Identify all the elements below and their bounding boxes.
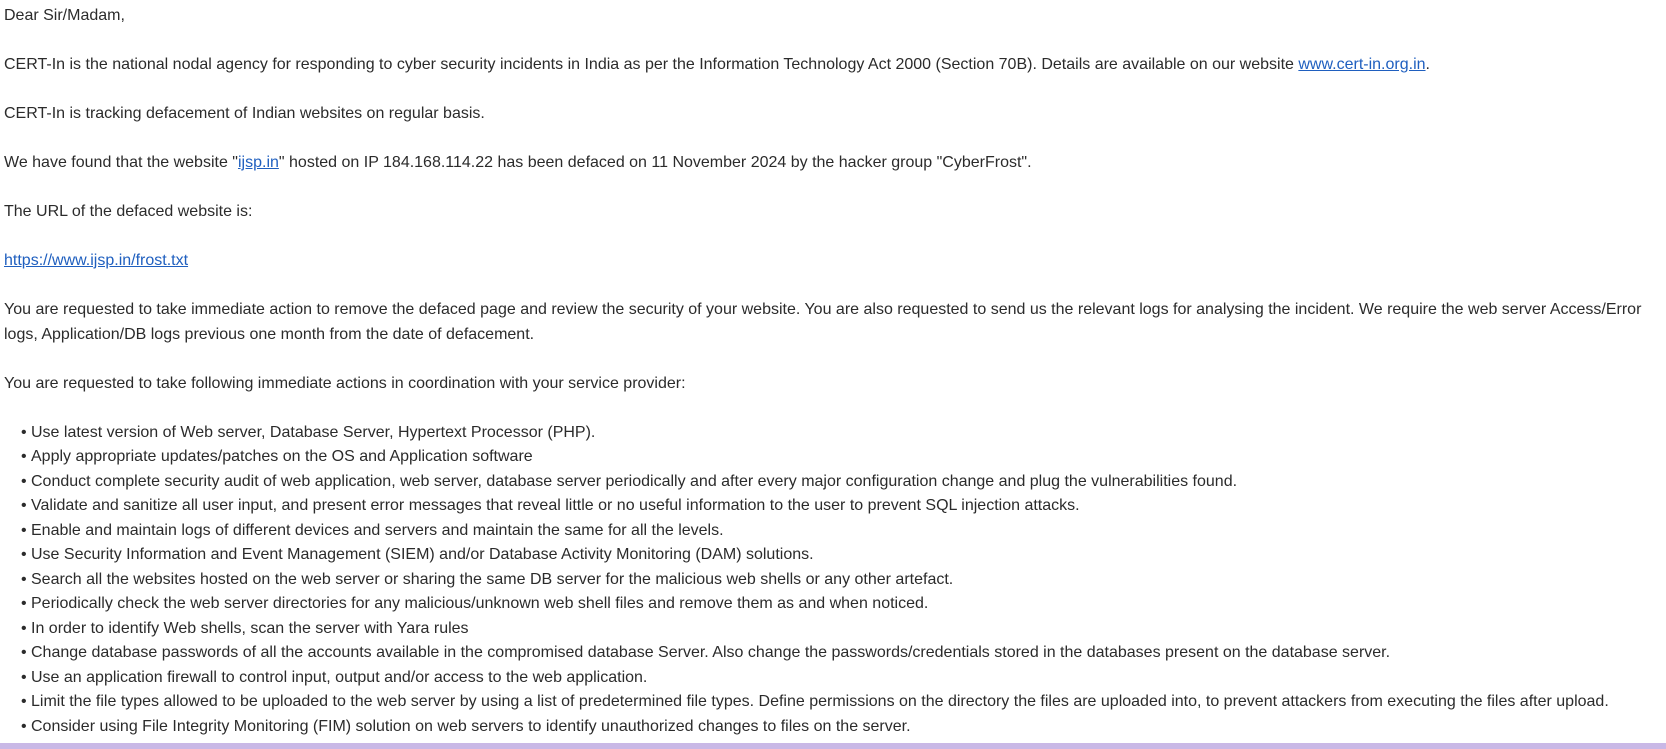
bullet-icon: •: [21, 570, 27, 588]
list-item: [21, 421, 1664, 446]
bullet-icon: •: [21, 619, 27, 637]
list-item: [21, 494, 1664, 519]
tracking-paragraph: CERT-In is tracking defacement of Indian websites on regular basis.: [4, 105, 485, 122]
list-item-text: Periodically check the web server directories for any malicious/unknown web shell files and remove them as and when noticed.: [31, 595, 929, 612]
list-item-text: Conduct complete security audit of web application, web server, database server periodically and after every major configuration change and plug the vulnerabilities found.: [31, 472, 1238, 490]
list-item: [21, 470, 1664, 495]
intro-text: CERT-In is the national nodal agency for responding to cyber security incidents in India as per the Information Technology Act 2000 (Section 70B). Details are available on our website: [4, 56, 1299, 73]
spacer: [4, 127, 1664, 152]
list-item: [21, 690, 1664, 715]
finding-paragraph: [4, 151, 1664, 176]
defaced-url-paragraph: [4, 249, 1664, 274]
bottom-accent-bar: [0, 743, 1666, 749]
url-label: The URL of the defaced website is:: [4, 203, 253, 220]
spacer: [4, 176, 1664, 201]
spacer: [4, 347, 1664, 372]
email-body: [4, 4, 1664, 739]
intro-suffix: .: [1425, 56, 1430, 73]
bullet-icon: •: [21, 448, 27, 465]
spacer: [4, 29, 1664, 54]
defaced-url-link[interactable]: https://www.ijsp.in/frost.txt: [4, 252, 189, 269]
list-item: [21, 641, 1664, 666]
bullet-icon: •: [21, 595, 27, 612]
intro-paragraph: [4, 53, 1664, 78]
list-item-text: Change database passwords of all the accounts available in the compromised database Server. Also change the passwords/credentials stored in the databases present on the database server.: [31, 644, 1391, 661]
list-item-text: Use an application firewall to control input, output and/or access to the web application.: [31, 668, 648, 686]
list-item: [21, 666, 1664, 691]
list-item-text: Validate and sanitize all user input, and present error messages that reveal little or no useful information to the user to prevent SQL injection attacks.: [31, 497, 1080, 514]
list-item: [21, 568, 1664, 593]
request-line-1: You are requested to take immediate action to remove the defaced page and review the security of your website. You are also requested to send us the relevant logs for analysing the incident. We require the web server Access/Error: [4, 301, 1642, 318]
bullet-icon: •: [21, 546, 27, 563]
bullet-icon: •: [21, 521, 27, 539]
bullet-icon: •: [21, 644, 27, 661]
greeting: Dear Sir/Madam,: [4, 7, 125, 24]
bullet-icon: •: [21, 717, 27, 735]
bullet-icon: •: [21, 423, 27, 441]
list-item-text: Limit the file types allowed to be uploaded to the web server by using a list of predetermined file types. Define permissions on the directory the files are uploaded into, to prevent attackers from executing the files after upload.: [31, 693, 1609, 710]
finding-prefix: We have found that the website ": [4, 154, 238, 171]
list-item: [21, 543, 1664, 568]
cert-in-website-link[interactable]: www.cert-in.org.in: [1298, 56, 1426, 73]
request-line-2: logs, Application/DB logs previous one month from the date of defacement.: [4, 325, 535, 343]
spacer: [4, 225, 1664, 250]
list-item: [21, 519, 1664, 544]
defaced-site-link[interactable]: ijsp.in: [237, 154, 279, 171]
spacer: [4, 78, 1664, 103]
list-item: [21, 592, 1664, 617]
list-item-text: Apply appropriate updates/patches on the OS and Application software: [31, 448, 533, 465]
bullet-icon: •: [21, 668, 27, 686]
finding-suffix: " hosted on IP 184.168.114.22 has been defaced on 11 November 2024 by the hacker group "CyberFrost".: [278, 154, 1032, 171]
actions-list: [4, 421, 1664, 740]
list-item-text: Use latest version of Web server, Database Server, Hypertext Processor (PHP).: [31, 423, 596, 441]
list-item-text: In order to identify Web shells, scan the server with Yara rules: [31, 619, 469, 637]
list-item-text: Enable and maintain logs of different devices and servers and maintain the same for all the levels.: [31, 521, 724, 539]
list-item: [21, 617, 1664, 642]
list-item: [21, 445, 1664, 470]
bullet-icon: •: [21, 472, 27, 490]
list-item: [21, 715, 1664, 740]
list-item-text: Search all the websites hosted on the web server or sharing the same DB server for the malicious web shells or any other artefact.: [31, 570, 954, 588]
bullet-icon: •: [21, 693, 27, 710]
bullet-icon: •: [21, 497, 27, 514]
list-item-text: Use Security Information and Event Management (SIEM) and/or Database Activity Monitoring (DAM) solutions.: [31, 546, 814, 563]
spacer: [4, 396, 1664, 421]
spacer: [4, 274, 1664, 299]
list-item-text: Consider using File Integrity Monitoring (FIM) solution on web servers to identify unauthorized changes to files on the server.: [31, 717, 911, 735]
actions-intro: You are requested to take following immediate actions in coordination with your service provider:: [4, 374, 686, 392]
